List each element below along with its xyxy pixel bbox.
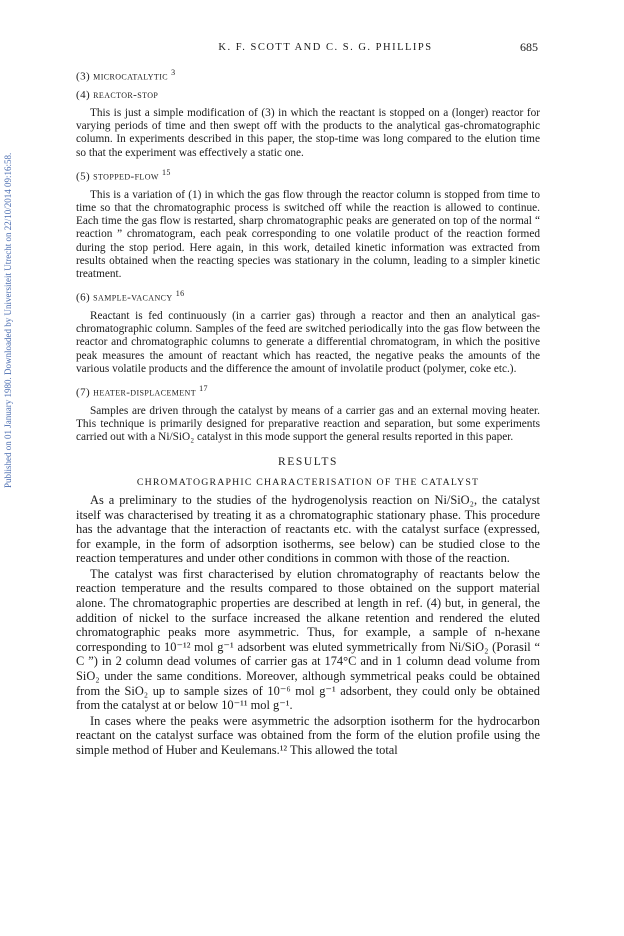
download-watermark: Published on 01 January 1980. Downloaded by Universiteit Utrecht on 22/10/2014 09:16:58. xyxy=(3,152,13,488)
section-heading: (7) heater-displacement $^{17}$ xyxy=(76,384,208,399)
section-paragraph: This is just a simple modification of (3) in which the reactant is stopped on a (longer) reactor for varying periods of time and then swept off with the products to the analytical gas-chromatographic column. In experiments described in this paper, the stop-time was long compared to the elution time so that the experiment was effectively a static one. xyxy=(76,107,540,159)
section-heading: (3) microcatalytic $^3$ xyxy=(76,68,176,83)
section-paragraph: This is a variation of (1) in which the gas flow through the reactor column is stopped from time to time so that the chromatographic process is switched off while the reaction is allowed to continue. Each time the gas flow is restarted, sharp chromatographic peaks are generated on top of the normal “ reaction ” chromatogram, each peak corresponding to one volatile product of the reaction formed during the stop period. Here again, in this work, detailed kinetic information was extracted from results obtained when the reacting species was stationary in the column, leading to a simpler kinetic treatment. xyxy=(76,188,540,280)
results-heading: RESULTS xyxy=(278,455,338,468)
page-body xyxy=(76,66,540,759)
section-paragraph: Reactant is fed continuously (in a carrier gas) through a reactor and then an analytical gas-chromatographic column. Samples of the feed are switched periodically into the gas flow between the reactor and chromatographic columns to generate a differential chromatogram, in which the positive peak measures the amount of reactant which has reacted, the negative peaks the amounts of the various volatile products and the difference the amount of involatile product (polymer, coke etc.). xyxy=(76,310,540,375)
results-paragraph: In cases where the peaks were asymmetric the adsorption isotherm for the hydrocarbon reactant on the catalyst surface was obtained from the form of the elution profile using the simple method of Huber and Keulemans.¹² This allowed the total xyxy=(76,713,540,757)
results-text xyxy=(76,493,540,758)
results-paragraph: As a preliminary to the studies of the hydrogenolysis reaction on Ni/SiO₂, the catalyst itself was characterised by treating it as a chromatographic stationary phase. This procedure has the advantage that the interaction of reactants etc. with the catalyst surface (expressed, for example, in the form of adsorption isotherms, see below) can be studied close to the reaction temperatures and under other conditions in common with those of the reaction. xyxy=(76,492,540,566)
section-heading: (4) reactor-stop xyxy=(76,88,159,101)
section-heading: (5) stopped-flow $^{15}$ xyxy=(76,167,171,183)
header-authors: K. F. SCOTT AND C. S. G. PHILLIPS xyxy=(218,42,433,53)
page-number: 685 xyxy=(520,40,538,54)
running-header xyxy=(113,42,538,58)
section-heading: (6) sample-vacancy $^{16}$ xyxy=(76,289,185,304)
section-paragraph: Samples are driven through the catalyst by means of a carrier gas and an external moving heater. This technique is primarily designed for preparative reaction and separation, but some experiments carried out with a Ni/SiO₂ catalyst in this mode support the general results reported in this paper. xyxy=(76,404,540,444)
subsection-heading: CHROMATOGRAPHIC CHARACTERISATION OF THE CATALYST xyxy=(136,476,480,488)
results-paragraph: The catalyst was first characterised by elution chromatography of reactants below the reaction temperature and the results compared to those obtained on the support material alone. The chromatographic properties are described at length in ref. (4) but, in general, the addition of nickel to the surface increased the alkane retention and rendered the eluted chromatographic peaks more asymmetric. Thus, for example, a sample of n-hexane corresponding to 10⁻¹² mol g⁻¹ adsorbent was eluted symmetrically from Ni/SiO₂ (Porasil “ C ”) in 2 column dead volumes of carrier gas at 174°C and in 1 column dead volume from SiO₂ under the same conditions. Moreover, although symmetrical peaks could be obtained from the SiO₂ up to sample sizes of 10⁻⁶ mol g⁻¹ adsorbent, they could only be obtained from the catalyst at or below 10⁻¹¹ mol g⁻¹. xyxy=(76,566,540,713)
